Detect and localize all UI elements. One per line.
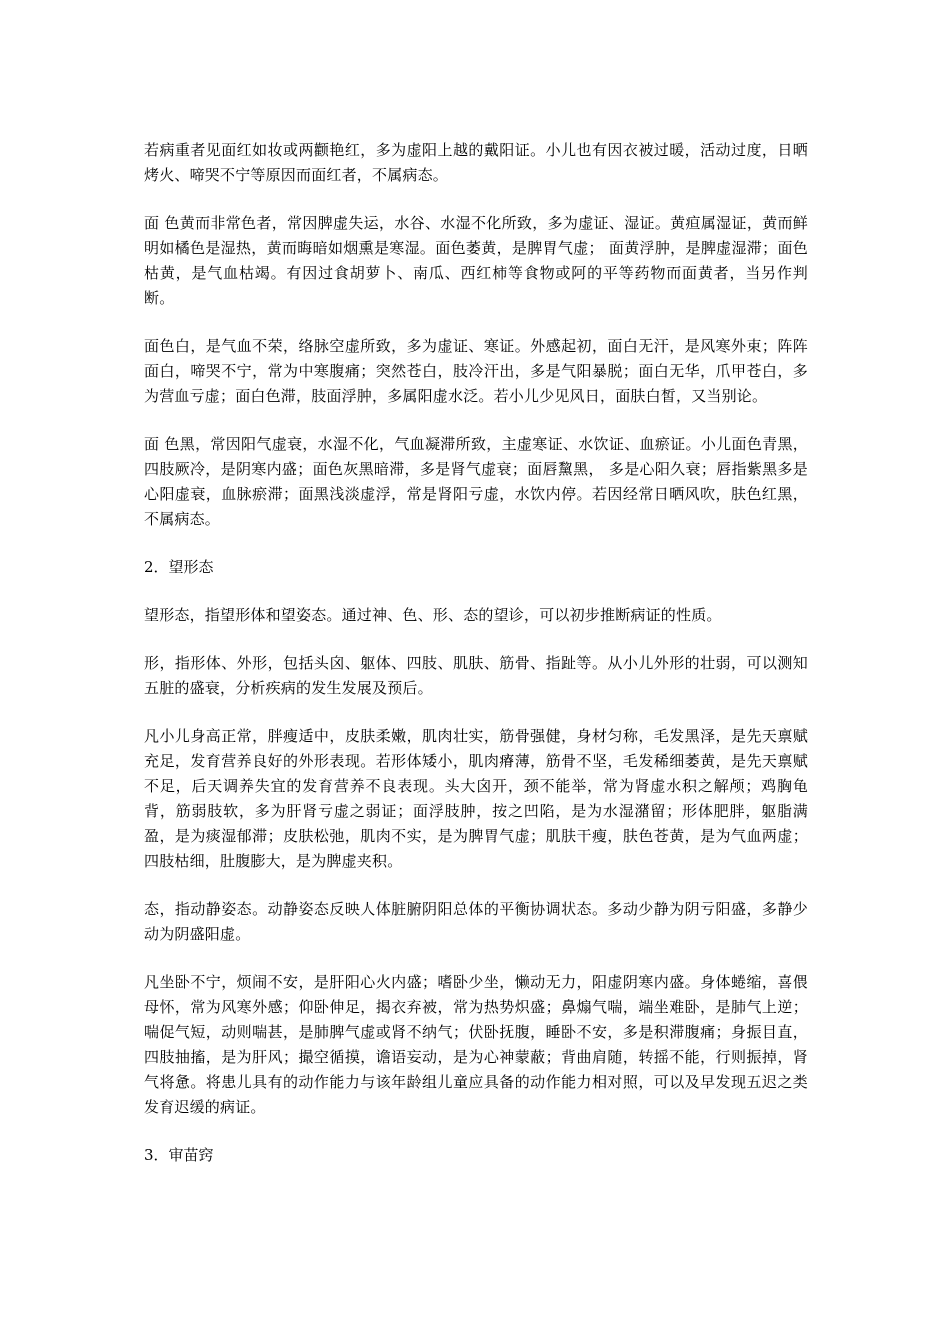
document-page: [144, 138, 808, 1191]
paragraph-face-yellow: 面 色黄而非常色者，常因脾虚失运，水谷、水湿不化所致，多为虚证、湿证。黄疸属湿证，黄而鲜明如橘色是湿热，黄而晦暗如烟熏是寒湿。面色萎黄，是脾胃气虚； 面黄浮肿，是脾虚湿滞；面色枯黄，是气血枯竭。有因过食胡萝卜、南瓜、西红柿等食物或阿的平等药物而面黄者，当另作判断。: [144, 214, 808, 307]
paragraph-form-definition: 形，指形体、外形，包括头囟、躯体、四肢、肌肤、筋骨、指趾等。从小儿外形的壮弱，可以测知五脏的盛衰，分析疾病的发生发展及预后。: [144, 654, 808, 697]
paragraph-observe-form-intro: 望形态，指望形体和望姿态。通过神、色、形、态的望诊，可以初步推断病证的性质。: [144, 606, 722, 624]
paragraph-form-details: 凡小儿身高正常，胖瘦适中，皮肤柔嫩，肌肉壮实，筋骨强健，身材匀称，毛发黑泽，是先天禀赋充足，发育营养良好的外形表现。若形体矮小，肌肉瘠薄，筋骨不坚，毛发稀细萎黄，是先天禀赋不足，后天调养失宜的发育营养不良表现。头大囟开，颈不能举，常为肾虚水积之解颅；鸡胸龟背，筋弱肢软，多为肝肾亏虚之弱证；面浮肢肿，按之凹陷，是为水湿潴留；形体肥胖，躯脂满盈，是为痰湿郁滞；皮肤松弛，肌肉不实，是为脾胃气虚；肌肤干瘦，肤色苍黄，是为气血两虚；四肢枯细，肚腹膨大，是为脾虚夹积。: [144, 727, 808, 870]
paragraph-posture-definition: 态，指动静姿态。动静姿态反映人体脏腑阴阳总体的平衡协调状态。多动少静为阴亏阳盛，多静少动为阴盛阳虚。: [144, 900, 808, 943]
section-heading-observe-form: 2．望形态: [144, 558, 214, 576]
paragraph-posture-details: 凡坐卧不宁，烦闹不安，是肝阳心火内盛；嗜卧少坐，懒动无力，阳虚阴寒内盛。身体蜷缩，喜偎母怀，常为风寒外感；仰卧伸足，揭衣弃被，常为热势炽盛；鼻煽气喘，端坐难卧，是肺气上逆；喘促气短，动则喘甚，是肺脾气虚或肾不纳气；伏卧抚腹，睡卧不安，多是积滞腹痛；身振目直，四肢抽搐，是为肝风；撮空循摸，谵语妄动，是为心神蒙蔽；背曲肩随，转摇不能，行则振掉，肾气将惫。将患儿具有的动作能力与该年龄组儿童应具备的动作能力相对照，可以及早发现五迟之类发育迟缓的病证。: [144, 973, 808, 1116]
section-heading-examine-orifices: 3．审苗窍: [144, 1146, 214, 1164]
paragraph-face-black: 面 色黑，常因阳气虚衰，水湿不化，气血凝滞所致，主虚寒证、水饮证、血瘀证。小儿面色青黑，四肢厥冷，是阴寒内盛；面色灰黑暗滞，多是肾气虚衰；面唇黧黑， 多是心阳久衰；唇指紫黑多是心阳虚衰，血脉瘀滞；面黑浅淡虚浮，常是肾阳亏虚，水饮内停。若因经常日晒风吹，肤色红黑，不属病态。: [144, 435, 808, 528]
paragraph-face-white: 面色白，是气血不荣，络脉空虚所致，多为虚证、寒证。外感起初，面白无汗，是风寒外束；阵阵面白，啼哭不宁，常为中寒腹痛；突然苍白，肢冷汗出，多是气阳暴脱；面白无华，爪甲苍白，多为营血亏虚；面白色滞，肢面浮肿，多属阳虚水泛。若小儿少见风日，面肤白皙，又当别论。: [144, 337, 808, 405]
paragraph-face-red: 若病重者见面红如妆或两颧艳红，多为虚阳上越的戴阳证。小儿也有因衣被过暖，活动过度，日晒烤火、啼哭不宁等原因而面红者，不属病态。: [144, 141, 808, 184]
